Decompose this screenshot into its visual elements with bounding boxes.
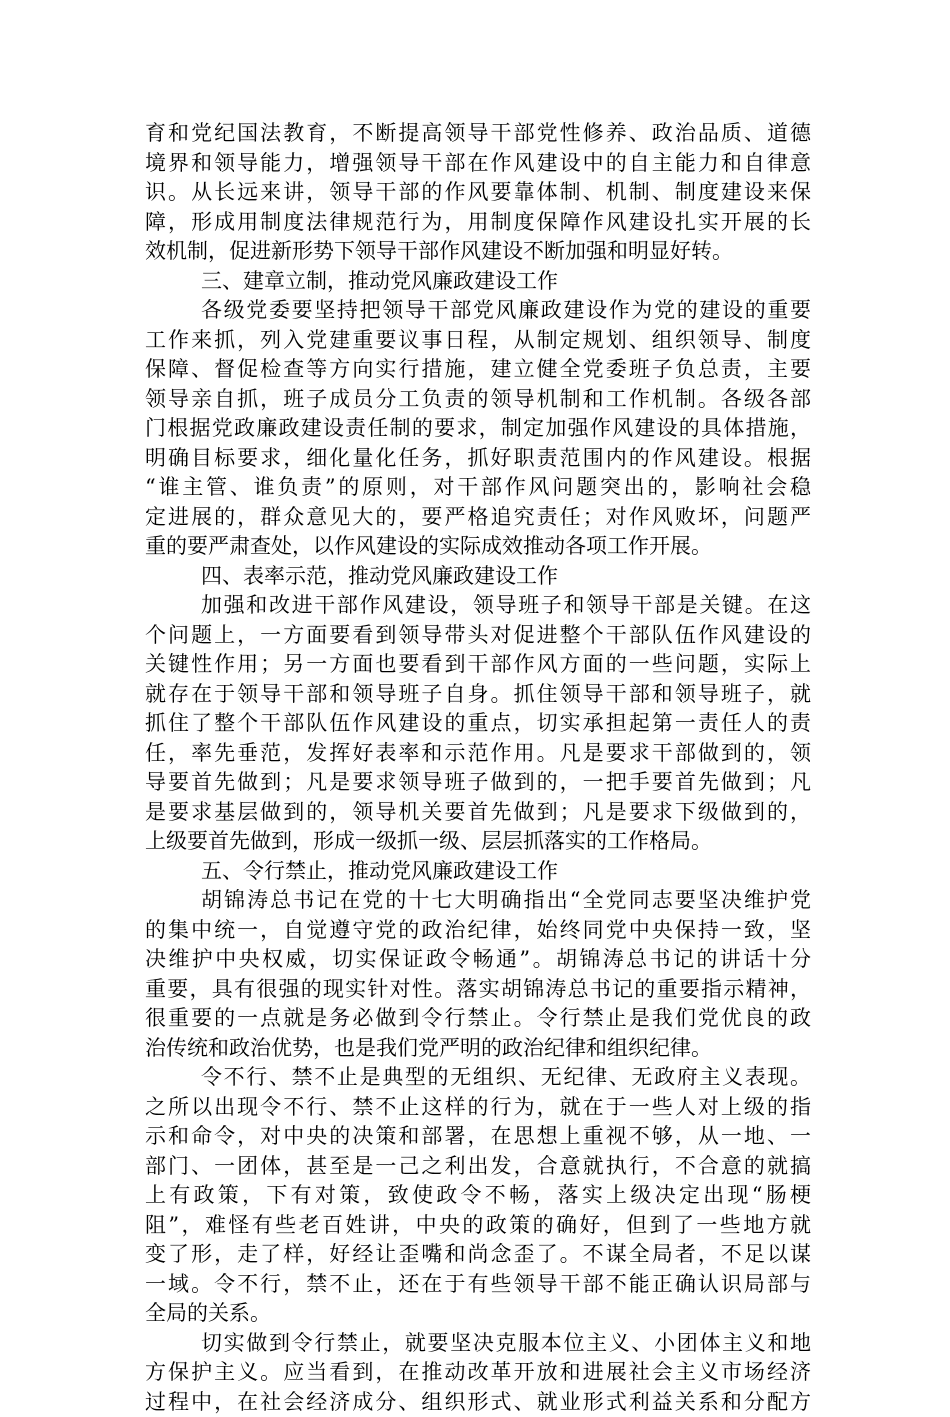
body-text-line: 全局的关系。: [145, 1299, 811, 1329]
body-text-line: 育和党纪国法教育，不断提高领导干部党性修养、政治品质、道德: [145, 119, 811, 149]
body-text-line: 个问题上，一方面要看到领导带头对促进整个干部队伍作风建设的: [145, 621, 811, 651]
body-text-line: “谁主管、谁负责”的原则，对干部作风问题突出的，影响社会稳: [145, 473, 811, 503]
body-text-line: 上级要首先做到，形成一级抓一级、层层抓落实的工作格局。: [145, 827, 811, 857]
body-text-line: 变了形，走了样，好经让歪嘴和尚念歪了。不谋全局者，不足以谋: [145, 1240, 811, 1270]
body-text-line: 就存在于领导干部和领导班子自身。抓住领导干部和领导班子，就: [145, 680, 811, 710]
body-text-line: 门根据党政廉政建设责任制的要求，制定加强作风建设的具体措施，: [145, 414, 811, 444]
body-text-line: 障，形成用制度法律规范行为，用制度保障作风建设扎实开展的长: [145, 208, 811, 238]
body-text-line: 阻”，难怪有些老百姓讲，中央的政策的确好，但到了一些地方就: [145, 1211, 811, 1241]
body-text-line: 任，率先垂范，发挥好表率和示范作用。凡是要求干部做到的，领: [145, 739, 811, 769]
body-text-line: 保障、督促检查等方向实行措施，建立健全党委班子负总责，主要: [145, 355, 811, 385]
body-text-line: 上有政策，下有对策，致使政令不畅，落实上级决定出现“肠梗: [145, 1181, 811, 1211]
section-heading: 三、建章立制，推动党风廉政建设工作: [145, 267, 811, 297]
document-page: [145, 119, 811, 1417]
body-text-line: 部门、一团体，甚至是一己之利出发，合意就执行，不合意的就搞: [145, 1152, 811, 1182]
body-text-line: 各级党委要坚持把领导干部党风廉政建设作为党的建设的重要: [145, 296, 811, 326]
body-text-line: 一域。令不行，禁不止，还在于有些领导干部不能正确认识局部与: [145, 1270, 811, 1300]
body-text-line: 境界和领导能力，增强领导干部在作风建设中的自主能力和自律意: [145, 149, 811, 179]
body-text-line: 识。从长远来讲，领导干部的作风要靠体制、机制、制度建设来保: [145, 178, 811, 208]
body-text-line: 示和命令，对中央的决策和部署，在思想上重视不够，从一地、一: [145, 1122, 811, 1152]
section-heading: 四、表率示范，推动党风廉政建设工作: [145, 562, 811, 592]
body-text-line: 工作来抓，列入党建重要议事日程，从制定规划、组织领导、制度: [145, 326, 811, 356]
body-text-line: 领导亲自抓，班子成员分工负责的领导机制和工作机制。各级各部: [145, 385, 811, 415]
body-text-line: 效机制，促进新形势下领导干部作风建设不断加强和明显好转。: [145, 237, 811, 267]
body-text-line: 之所以出现令不行、禁不止这样的行为，就在于一些人对上级的指: [145, 1093, 811, 1123]
body-text-line: 方保护主义。应当看到，在推动改革开放和进展社会主义市场经济: [145, 1358, 811, 1388]
body-text-line: 的集中统一，自觉遵守党的政治纪律，始终同党中央保持一致，坚: [145, 916, 811, 946]
body-text-line: 加强和改进干部作风建设，领导班子和领导干部是关键。在这: [145, 591, 811, 621]
body-text-line: 令不行、禁不止是典型的无组织、无纪律、无政府主义表现。: [145, 1063, 811, 1093]
body-text-line: 治传统和政治优势，也是我们党严明的政治纪律和组织纪律。: [145, 1034, 811, 1064]
body-text-line: 关键性作用；另一方面也要看到干部作风方面的一些问题，实际上: [145, 650, 811, 680]
body-text-line: 抓住了整个干部队伍作风建设的重点，切实承担起第一责任人的责: [145, 709, 811, 739]
body-text-line: 是要求基层做到的，领导机关要首先做到；凡是要求下级做到的，: [145, 798, 811, 828]
body-text-line: 定进展的，群众意见大的，要严格追究责任；对作风败坏，问题严: [145, 503, 811, 533]
body-text-line: 导要首先做到；凡是要求领导班子做到的，一把手要首先做到；凡: [145, 768, 811, 798]
body-text-line: 重的要严肃查处，以作风建设的实际成效推动各项工作开展。: [145, 532, 811, 562]
body-text-line: 重要，具有很强的现实针对性。落实胡锦涛总书记的重要指示精神，: [145, 975, 811, 1005]
body-text-line: 很重要的一点就是务必做到令行禁止。令行禁止是我们党优良的政: [145, 1004, 811, 1034]
body-text-line: 决维护中央权威，切实保证政令畅通”。胡锦涛总书记的讲话十分: [145, 945, 811, 975]
body-text-line: 过程中，在社会经济成分、组织形式、就业形式利益关系和分配方: [145, 1388, 811, 1417]
section-heading: 五、令行禁止，推动党风廉政建设工作: [145, 857, 811, 887]
body-text-line: 明确目标要求，细化量化任务，抓好职责范围内的作风建设。根据: [145, 444, 811, 474]
body-text-line: 胡锦涛总书记在党的十七大明确指出“全党同志要坚决维护党: [145, 886, 811, 916]
body-text-line: 切实做到令行禁止，就要坚决克服本位主义、小团体主义和地: [145, 1329, 811, 1359]
